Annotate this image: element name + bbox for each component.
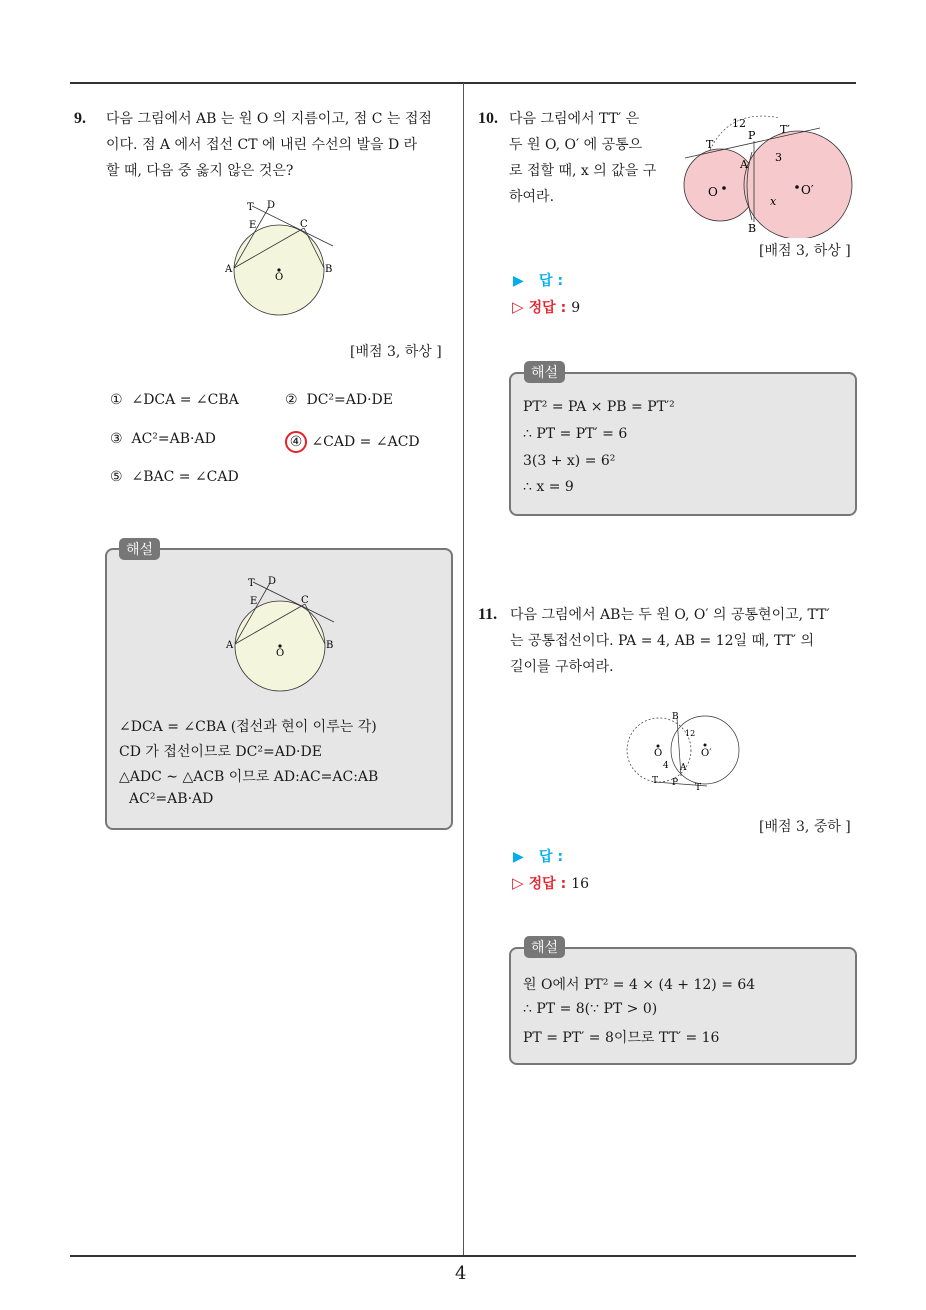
q9-option-2[interactable] [285, 392, 393, 408]
q10-correct-label: 정답 : [528, 300, 567, 316]
q11-number: 11. [478, 606, 498, 623]
q9-score: [배점 3, 하상 ] [350, 344, 442, 360]
q10-fig-label-A: A [740, 158, 748, 171]
q11-correct-value: 16 [571, 876, 590, 892]
outline-arrow-icon: ▷ [512, 874, 524, 892]
q9-sol-label-B: B [326, 640, 334, 651]
q9-line1: 다음 그림에서 AB 는 원 O 의 지름이고, 점 C 는 접점 [106, 111, 432, 127]
q10-fig-label-x: x [770, 195, 777, 208]
q9-fig-label-B: B [325, 264, 333, 275]
page-number: 4 [455, 1263, 467, 1284]
q9-fig-label-A: A [225, 264, 233, 275]
q10-fig-label-P: P [748, 129, 756, 142]
q9-line2: 이다. 점 A 에서 접선 CT 에 내린 수선의 발을 D 라 [106, 137, 418, 153]
q11-figure [625, 710, 743, 794]
q11-line1: 다음 그림에서 AB는 두 원 O, O′ 의 공통현이고, TT′ [510, 607, 830, 623]
q10-solution-line-4: ∴ x = 9 [523, 479, 574, 495]
q11-fig-label-T2: T [695, 783, 702, 793]
q11-solution-line-1: 원 O에서 PT² = 4 × (4 + 12) = 64 [523, 977, 756, 993]
q10-number: 10. [478, 110, 498, 127]
q9-option-1-text: ∠DCA = ∠CBA [131, 392, 239, 408]
column-divider [463, 83, 464, 1256]
q9-solution-line-2: CD 가 접선이므로 DC²=AD·DE [119, 744, 322, 760]
q10-solution-box [509, 372, 857, 516]
q10-fig-label-12: 12 [732, 117, 746, 130]
q9-option-2-text: DC²=AD·DE [306, 392, 393, 408]
q10-fig-label-O: O [708, 185, 718, 199]
q10-correct-row [512, 297, 580, 317]
q9-option-5[interactable] [110, 469, 239, 485]
q9-solution-box [105, 548, 453, 830]
q11-fig-label-A: A [680, 763, 687, 773]
q9-solution-tag: 해설 [119, 538, 160, 560]
q11-fig-label-B: B [672, 712, 679, 722]
q9-solution-line-4: AC²=AB·AD [129, 791, 214, 807]
bottom-rule [70, 1255, 856, 1257]
q11-fig-label-12: 12 [685, 729, 696, 738]
q10-fig-label-O-prime: O′ [801, 183, 814, 197]
q11-line3: 길이를 구하여라. [510, 659, 614, 675]
q9-solution-line-3: △ADC ∼ △ACB 이므로 AD:AC=AC:AB [119, 769, 379, 785]
q11-fig-label-O-prime: O′ [701, 748, 712, 759]
q9-option-3-text: AC²=AB·AD [131, 431, 216, 447]
q11-correct-row [512, 873, 589, 893]
q9-option-2-num: ② [285, 392, 298, 408]
q10-fig-label-T-prime: T′ [780, 123, 790, 136]
q9-option-5-num: ⑤ [110, 469, 123, 485]
q10-correct-value: 9 [571, 300, 581, 316]
q11-score: [배점 3, 중하 ] [759, 819, 851, 835]
q9-option-3-num: ③ [110, 431, 123, 447]
q10-solution-tag: 해설 [524, 361, 565, 383]
q9-option-4-text: ∠CAD = ∠ACD [311, 434, 420, 450]
q9-sol-label-O: O [276, 648, 285, 659]
q10-line1: 다음 그림에서 TT′ 은 [509, 111, 640, 127]
q11-line2: 는 공통접선이다. PA = 4, AB = 12일 때, TT′ 의 [510, 633, 815, 649]
play-arrow-icon: ▶ [513, 273, 524, 289]
q9-option-4-num: ④ [285, 431, 307, 453]
q10-solution-line-3: 3(3 + x) = 6² [523, 453, 616, 469]
q10-line3: 로 접할 때, x 의 값을 구 [509, 163, 657, 179]
q11-solution-tag: 해설 [524, 936, 565, 958]
q11-fig-label-O: O [654, 748, 663, 759]
q10-line4: 하여라. [509, 189, 555, 205]
q10-solution-line-1: PT² = PA × PB = PT′² [523, 399, 675, 415]
q9-line3: 할 때, 다음 중 옳지 않은 것은? [106, 163, 294, 179]
q9-solution-line-1: ∠DCA = ∠CBA (접선과 현이 이루는 각) [119, 719, 377, 735]
q10-answer-row[interactable] [513, 270, 563, 290]
q9-fig-label-E: E [249, 220, 257, 231]
q11-fig-label-T: T [652, 776, 659, 786]
outline-arrow-icon: ▷ [512, 298, 524, 316]
q9-number: 9. [74, 110, 86, 127]
q11-correct-label: 정답 : [528, 876, 567, 892]
q10-answer-label: 답 : [539, 273, 564, 289]
q9-option-1[interactable] [110, 392, 239, 408]
q9-sol-label-E: E [250, 596, 258, 607]
q9-sol-label-C: C [301, 595, 309, 606]
q11-fig-label-4: 4 [663, 761, 669, 771]
q10-score: [배점 3, 하상 ] [759, 243, 851, 259]
q9-option-3[interactable] [110, 431, 216, 447]
q10-fig-label-T: T [706, 138, 714, 151]
q9-option-4[interactable] [285, 431, 420, 453]
q9-sol-label-T: T [248, 578, 255, 589]
q11-answer-label: 답 : [539, 849, 564, 865]
q9-figure [222, 196, 342, 320]
q10-figure [680, 112, 856, 238]
q10-circle-O-prime [744, 131, 852, 238]
q9-sol-label-A: A [226, 640, 234, 651]
q11-solution-box [509, 947, 857, 1065]
q10-fig-label-B: B [748, 222, 757, 235]
q11-fig-label-P: P [672, 778, 679, 788]
q11-answer-row[interactable] [513, 846, 563, 866]
q9-fig-label-O: O [275, 272, 284, 283]
q9-fig-label-T: T [247, 202, 254, 213]
q9-solution-figure [223, 572, 343, 696]
q9-option-1-num: ① [110, 392, 123, 408]
q11-solution-line-2: ∴ PT = 8(∵ PT > 0) [523, 1001, 658, 1017]
q9-sol-label-D: D [268, 576, 277, 587]
q11-solution-line-3: PT = PT′ = 8이므로 TT′ = 16 [523, 1030, 720, 1046]
q10-fig-label-3: 3 [775, 151, 782, 164]
q9-fig-label-C: C [300, 219, 308, 230]
q9-fig-label-D: D [267, 200, 276, 211]
q10-solution-line-2: ∴ PT = PT′ = 6 [523, 426, 628, 442]
q10-line2: 두 원 O, O′ 에 공통으 [509, 137, 643, 153]
q9-option-5-text: ∠BAC = ∠CAD [131, 469, 239, 485]
play-arrow-icon: ▶ [513, 849, 524, 865]
